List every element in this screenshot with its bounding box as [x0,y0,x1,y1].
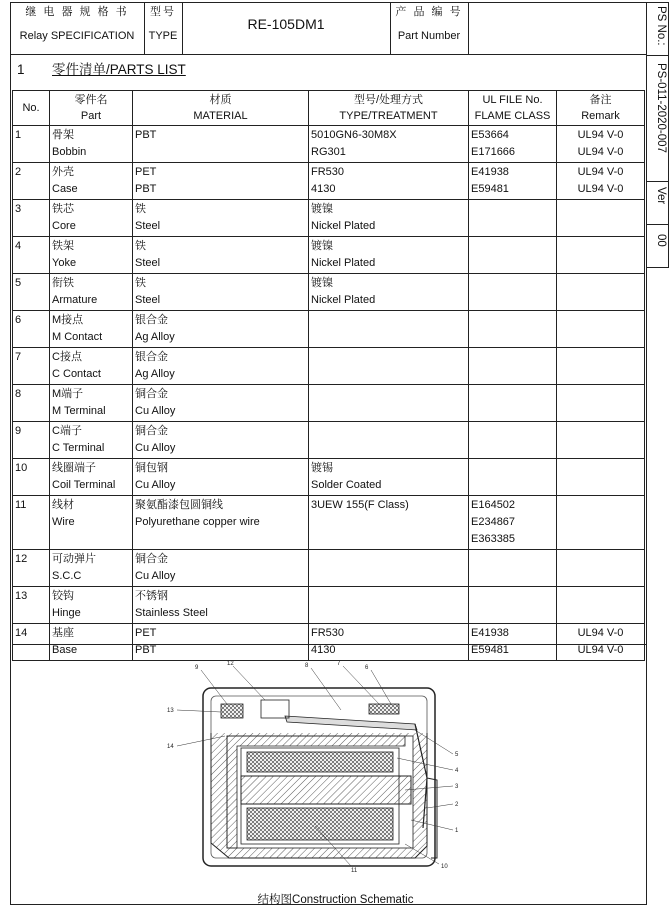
remark-text [559,497,642,514]
cell-type [309,237,469,274]
ul-text [471,349,554,366]
part-text: Armature [52,294,98,306]
material-text [135,144,306,161]
spec-title-en: Relay SPECIFICATION [19,30,135,42]
schematic-caption: 结构图Construction Schematic [257,894,414,906]
part-text: 铁架 [52,240,74,252]
cell-material [133,163,309,200]
type-label-zh: 型号 [150,6,176,18]
ps-number-tab [647,2,669,268]
type-text: 4130 [311,183,336,195]
part-text: M Contact [52,331,103,343]
remark-text [559,312,642,329]
part-text: M接点 [52,314,84,326]
material-text: Steel [135,294,161,306]
callout-number: 2 [455,802,459,808]
no-text: 9 [15,425,22,437]
callout-number: 11 [351,868,358,874]
remark-text: UL94 V-0 [577,627,624,639]
cell-part [50,237,133,274]
type-text: 镀镍 [311,203,333,215]
cell-material [133,311,309,348]
cell-remark [557,348,645,385]
no-text: 11 [15,499,27,511]
part-text: 铰钩 [52,590,74,602]
ul-text: E363385 [471,533,516,545]
cell-ul [469,587,557,624]
remark-text [559,275,642,292]
part-number-label-en: Part Number [397,30,461,42]
remark-text: UL94 V-0 [577,166,624,178]
cell-material [133,496,309,550]
ul-text [471,403,554,420]
ul-text [471,275,554,292]
part-text: 铁芯 [52,203,74,215]
ul-text [471,605,554,622]
ul-text [471,423,554,440]
ul-text: E41938 [471,166,509,178]
material-text: 不锈钢 [135,590,168,602]
cell-ul [469,274,557,311]
cell-type [309,422,469,459]
table-row [13,496,645,550]
cell-type [309,385,469,422]
type-text [311,349,466,366]
cell-material [133,237,309,274]
type-text [311,366,466,383]
part-text: Case [52,183,78,195]
type-text [311,440,466,457]
cell-material [133,624,309,661]
type-text: Nickel Plated [311,294,376,306]
remark-text [559,292,642,309]
version-value: 00 [655,234,667,247]
cell-remark [557,311,645,348]
cell-remark [557,385,645,422]
material-text: 铁 [135,240,146,252]
table-row [13,587,645,624]
cell-ul [469,624,557,661]
cell-no [13,422,50,459]
table-row [13,550,645,587]
cell-no [13,126,50,163]
no-text: 12 [15,553,28,565]
cell-type [309,200,469,237]
remark-text [559,477,642,494]
part-text: 衔铁 [52,277,74,289]
part-text: S.C.C [52,570,82,582]
ul-text [471,292,554,309]
callout-number: 3 [455,784,459,790]
material-text: PBT [135,129,157,141]
cell-type [309,550,469,587]
ul-text: E53664 [471,129,509,141]
cell-ul [469,385,557,422]
remark-text: UL94 V-0 [577,183,624,195]
callout-number: 10 [441,864,448,870]
cell-material [133,587,309,624]
cell-part [50,496,133,550]
cell-ul [469,422,557,459]
ul-text: E59481 [471,644,509,656]
remark-text [559,551,642,568]
document-header [10,2,647,54]
type-text [311,386,466,403]
material-text: PBT [135,183,157,195]
no-text: 6 [15,314,22,326]
type-text: Solder Coated [311,479,382,491]
remark-text [559,218,642,235]
cell-no [13,163,50,200]
material-text: Steel [135,257,161,269]
ul-text [471,201,554,218]
material-text: 铜包钢 [135,462,168,474]
callout-number: 13 [167,708,174,714]
cell-part [50,163,133,200]
col-header-ul: UL FILE No. FLAME CLASS [469,91,557,126]
table-row [13,237,645,274]
material-text: Cu Alloy [135,479,176,491]
part-text: C接点 [52,351,82,363]
remark-text [559,386,642,403]
cell-part [50,200,133,237]
material-text: 铜合金 [135,553,168,565]
cell-remark [557,624,645,661]
remark-text [559,403,642,420]
cell-remark [557,422,645,459]
material-text: Ag Alloy [135,368,175,380]
material-text: 铁 [135,203,146,215]
part-text: 线圈端子 [52,462,96,474]
ul-text [471,255,554,272]
cell-no [13,274,50,311]
material-text: Ag Alloy [135,331,175,343]
material-text: 铁 [135,277,146,289]
material-text: 银合金 [135,351,168,363]
material-text: Polyurethane copper wire [135,516,260,528]
cell-ul [469,550,557,587]
cell-ul [469,126,557,163]
part-text: 基座 [52,627,74,639]
cell-no [13,385,50,422]
remark-text: UL94 V-0 [577,129,624,141]
remark-text [559,568,642,585]
ul-text [471,238,554,255]
callout-number: 1 [455,828,459,834]
type-text [311,514,466,531]
material-text: PET [135,627,157,639]
table-row [13,624,645,661]
cell-remark [557,163,645,200]
material-text: Cu Alloy [135,442,176,454]
type-text: FR530 [311,627,345,639]
cell-no [13,459,50,496]
model-number: RE-105DM1 [247,16,325,32]
remark-text [559,605,642,622]
callout-number: 7 [337,661,341,667]
type-text: 5010GN6-30M8X [311,129,397,141]
ps-no-label: PS No.: [655,6,667,46]
cell-material [133,274,309,311]
col-header-material: 材质 MATERIAL [133,91,309,126]
cell-ul [469,348,557,385]
table-row [13,274,645,311]
ul-text [471,218,554,235]
ul-text [471,477,554,494]
type-text [311,551,466,568]
ul-text: E41938 [471,627,509,639]
spec-title-zh: 继 电 器 规 格 书 [25,6,129,18]
ul-text [471,312,554,329]
part-text: Bobbin [52,146,87,158]
table-row [13,163,645,200]
no-text: 2 [15,166,22,178]
cell-remark [557,459,645,496]
ul-text [471,568,554,585]
part-text: M Terminal [52,405,106,417]
cell-no [13,311,50,348]
cell-material [133,550,309,587]
material-text: 银合金 [135,314,168,326]
material-text: PBT [135,644,157,656]
cell-remark [557,200,645,237]
no-text: 13 [15,590,28,602]
part-text: 骨架 [52,129,74,141]
ul-text [471,551,554,568]
cell-ul [469,496,557,550]
cell-type [309,163,469,200]
cell-part [50,587,133,624]
cell-type [309,459,469,496]
type-text: 镀镍 [311,240,333,252]
section-title: 零件清单/PARTS LIST [52,62,186,77]
col-header-type: 型号/处理方式 TYPE/TREATMENT [309,91,469,126]
type-text: 镀镍 [311,277,333,289]
remark-text [559,366,642,383]
part-number-label-zh: 产 品 编 号 [395,6,463,18]
cell-part [50,422,133,459]
cell-type [309,311,469,348]
cell-no [13,496,50,550]
parts-list-table [12,90,645,661]
cell-part [50,385,133,422]
part-text: 线材 [52,499,74,511]
callout-number: 6 [365,665,369,671]
cell-no [13,237,50,274]
ul-text: E234867 [471,516,516,528]
cell-remark [557,274,645,311]
remark-text [559,440,642,457]
remark-text [559,423,642,440]
remark-text: UL94 V-0 [577,644,624,656]
material-text: 铜合金 [135,425,168,437]
version-label: Ver [655,187,667,205]
no-text: 7 [15,351,22,363]
no-text: 4 [15,240,22,252]
cell-ul [469,163,557,200]
callout-number: 12 [227,661,234,667]
material-text: 聚氨酯漆包圆铜线 [135,499,223,511]
cell-remark [557,587,645,624]
type-text [311,588,466,605]
material-text: Cu Alloy [135,570,176,582]
cell-part [50,550,133,587]
type-text: Nickel Plated [311,257,376,269]
part-text: Base [52,644,78,656]
cell-no [13,200,50,237]
material-text: Cu Alloy [135,405,176,417]
cell-ul [469,311,557,348]
callout-number: 5 [455,752,459,758]
remark-text [559,201,642,218]
ul-text [471,440,554,457]
remark-text [559,238,642,255]
part-text: 可动弹片 [52,553,96,565]
cell-type [309,348,469,385]
remark-text [559,349,642,366]
ul-text: E59481 [471,183,509,195]
cell-remark [557,550,645,587]
cell-no [13,550,50,587]
remark-text [559,255,642,272]
part-text: 外壳 [52,166,74,178]
table-row [13,126,645,163]
part-text: Hinge [52,607,81,619]
no-text: 14 [15,627,28,639]
part-text: Coil Terminal [52,479,116,491]
type-text: 3UEW 155(F Class) [311,499,409,511]
cell-remark [557,126,645,163]
remark-text: UL94 V-0 [577,146,624,158]
cell-ul [469,237,557,274]
no-text: 3 [15,203,22,215]
cell-type [309,126,469,163]
ul-text [471,460,554,477]
type-text: RG301 [311,146,346,158]
cell-no [13,624,50,661]
cell-type [309,274,469,311]
part-text: M端子 [52,388,84,400]
cell-material [133,200,309,237]
cell-part [50,126,133,163]
cell-material [133,422,309,459]
table-row [13,459,645,496]
type-text: Nickel Plated [311,220,376,232]
cell-type [309,496,469,550]
cell-part [50,459,133,496]
callout-number: 8 [305,663,309,669]
cell-ul [469,200,557,237]
ul-text [471,588,554,605]
table-row [13,348,645,385]
table-row [13,385,645,422]
callout-number: 4 [455,768,459,774]
type-text [311,329,466,346]
cell-no [13,348,50,385]
ul-text [471,366,554,383]
ul-text [471,329,554,346]
type-text [311,568,466,585]
type-label-en: TYPE [148,30,178,42]
part-text: C Terminal [52,442,105,454]
callout-number: 9 [195,665,199,671]
no-text: 1 [15,129,22,141]
cell-material [133,385,309,422]
part-text: Core [52,220,76,232]
construction-schematic [165,658,465,878]
type-text: FR530 [311,166,345,178]
cell-part [50,624,133,661]
remark-text [559,588,642,605]
col-header-no: No. [13,91,50,126]
cell-type [309,624,469,661]
cell-part [50,348,133,385]
no-text: 8 [15,388,22,400]
col-header-remark: 备注 Remark [557,91,645,126]
part-text: Wire [52,516,75,528]
type-text [311,605,466,622]
part-text: Yoke [52,257,77,269]
type-text: 镀锡 [311,462,333,474]
no-text: 5 [15,277,22,289]
cell-type [309,587,469,624]
ul-text: E164502 [471,499,516,511]
cell-no [13,587,50,624]
type-text [311,403,466,420]
cell-material [133,459,309,496]
part-text: C端子 [52,425,82,437]
remark-text [559,514,642,531]
remark-text [559,329,642,346]
type-text [311,423,466,440]
callout-number: 14 [167,744,174,750]
cell-material [133,126,309,163]
remark-text [559,460,642,477]
ul-text: E171666 [471,146,516,158]
material-text: Stainless Steel [135,607,208,619]
ul-text [471,386,554,403]
cell-ul [469,459,557,496]
ps-no-value: PS-011-2020-007 [655,63,667,153]
col-header-part: 零件名 Part [50,91,133,126]
table-row [13,311,645,348]
material-text: 铜合金 [135,388,168,400]
part-text: C Contact [52,368,101,380]
cell-remark [557,496,645,550]
material-text: PET [135,166,157,178]
table-row [13,422,645,459]
cell-part [50,311,133,348]
cell-part [50,274,133,311]
cell-remark [557,237,645,274]
no-text: 10 [15,462,28,474]
table-row [13,200,645,237]
material-text: Steel [135,220,161,232]
type-text [311,312,466,329]
type-text: 4130 [311,644,336,656]
cell-material [133,348,309,385]
section-number: 1 [17,62,25,77]
table-header-row [13,91,645,126]
